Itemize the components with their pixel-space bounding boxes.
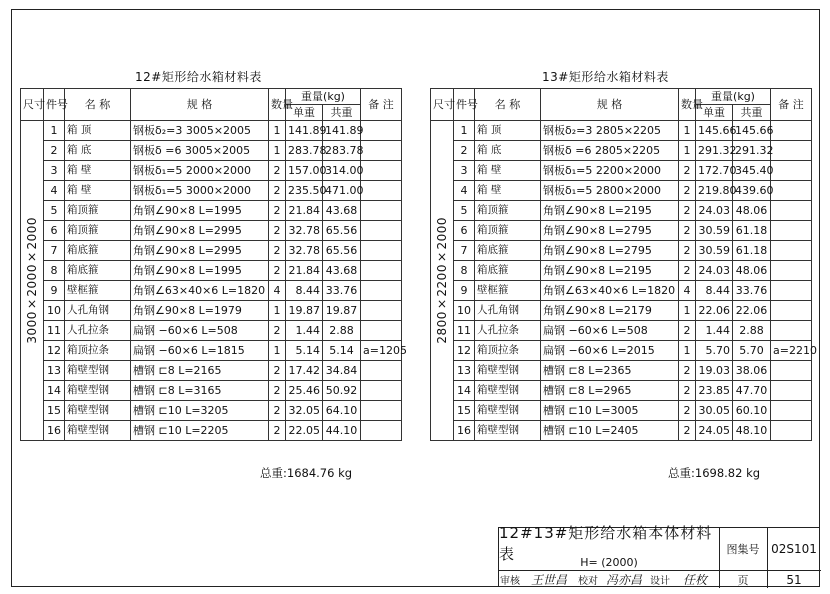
table-row [21, 221, 402, 241]
spec-cell: 角钢∠90×8 L=2795 [541, 221, 679, 241]
table-row [21, 321, 402, 341]
total-weight-cell: 33.76 [733, 281, 771, 301]
qty-cell: 2 [679, 161, 696, 181]
table-row [431, 341, 812, 361]
qty-cell: 2 [269, 261, 286, 281]
part-no-cell: 9 [454, 281, 475, 301]
spec-cell: 角钢∠90×8 L=2995 [131, 241, 269, 261]
table-row [21, 201, 402, 221]
note-cell [771, 381, 812, 401]
part-no-cell: 3 [44, 161, 65, 181]
unit-weight-cell: 22.06 [696, 301, 733, 321]
name-cell: 箱底箍 [475, 261, 541, 281]
qty-cell: 2 [269, 241, 286, 261]
check-label: 校对 [578, 576, 598, 587]
name-cell: 壁框箍 [475, 281, 541, 301]
header-name: 名 称 [65, 89, 131, 121]
note-cell [361, 261, 402, 281]
name-cell: 人孔角钢 [65, 301, 131, 321]
name-cell: 箱底箍 [65, 241, 131, 261]
left-total-weight: 总重:1684.76 kg [260, 466, 353, 480]
total-weight-cell: 34.84 [323, 361, 361, 381]
size-label-text: 2800×2200×2000 [435, 217, 449, 344]
size-label [21, 121, 44, 441]
unit-weight-cell: 291.32 [696, 141, 733, 161]
note-cell [361, 161, 402, 181]
note-cell [361, 401, 402, 421]
unit-weight-cell: 219.80 [696, 181, 733, 201]
title-block [498, 524, 820, 587]
name-cell: 箱 壁 [65, 161, 131, 181]
table-row [431, 201, 812, 221]
part-no-cell: 5 [454, 201, 475, 221]
unit-weight-cell: 19.87 [286, 301, 323, 321]
unit-weight-cell: 21.84 [286, 201, 323, 221]
header-note: 备 注 [361, 89, 402, 121]
note-cell [361, 381, 402, 401]
qty-cell: 2 [679, 261, 696, 281]
name-cell: 箱 底 [475, 141, 541, 161]
note-cell [771, 421, 812, 441]
qty-cell: 1 [269, 121, 286, 141]
table-row [431, 261, 812, 281]
table-row [431, 281, 812, 301]
qty-cell: 2 [269, 161, 286, 181]
spec-cell: 槽钢 ⊏8 L=2365 [541, 361, 679, 381]
qty-cell: 2 [269, 221, 286, 241]
right-total-weight: 总重:1698.82 kg [668, 466, 761, 480]
qty-cell: 2 [679, 201, 696, 221]
total-weight-cell: 471.00 [323, 181, 361, 201]
note-cell [771, 181, 812, 201]
right-table-title: 13#矩形给水箱材料表 [542, 70, 669, 84]
spec-cell: 角钢∠90×8 L=2195 [541, 201, 679, 221]
note-cell [361, 281, 402, 301]
unit-weight-cell: 32.78 [286, 241, 323, 261]
name-cell: 箱顶箍 [475, 221, 541, 241]
total-weight-cell: 47.70 [733, 381, 771, 401]
unit-weight-cell: 22.05 [286, 421, 323, 441]
qty-cell: 2 [679, 361, 696, 381]
name-cell: 箱 壁 [475, 181, 541, 201]
table-row [431, 381, 812, 401]
table-row [431, 181, 812, 201]
note-cell [361, 201, 402, 221]
name-cell: 箱底箍 [475, 241, 541, 261]
table-row [21, 121, 402, 141]
qty-cell: 2 [679, 241, 696, 261]
table-row [431, 161, 812, 181]
total-weight-cell: 48.06 [733, 201, 771, 221]
part-no-cell: 15 [454, 401, 475, 421]
review-signature: 王世昌 [530, 573, 567, 587]
spec-cell: 角钢∠90×8 L=2195 [541, 261, 679, 281]
header-weight: 重量(kg) [696, 89, 771, 105]
spec-cell: 槽钢 ⊏8 L=2165 [131, 361, 269, 381]
note-cell: a=2210 [771, 341, 812, 361]
qty-cell: 1 [269, 341, 286, 361]
atlas-label: 图集号 [726, 543, 760, 556]
part-no-cell: 3 [454, 161, 475, 181]
spec-cell: 角钢∠63×40×6 L=1820 [541, 281, 679, 301]
note-cell [771, 201, 812, 221]
total-weight-cell: 50.92 [323, 381, 361, 401]
part-no-cell: 7 [44, 241, 65, 261]
part-no-cell: 11 [44, 321, 65, 341]
total-weight-cell: 44.10 [323, 421, 361, 441]
qty-cell: 1 [679, 341, 696, 361]
spec-cell: 槽钢 ⊏10 L=3205 [131, 401, 269, 421]
name-cell: 箱顶箍 [65, 201, 131, 221]
note-cell [771, 121, 812, 141]
note-cell [771, 241, 812, 261]
qty-cell: 1 [269, 141, 286, 161]
unit-weight-cell: 8.44 [286, 281, 323, 301]
unit-weight-cell: 30.05 [696, 401, 733, 421]
unit-weight-cell: 23.85 [696, 381, 733, 401]
note-cell [771, 161, 812, 181]
qty-cell: 2 [679, 381, 696, 401]
part-no-cell: 16 [44, 421, 65, 441]
table-row [431, 241, 812, 261]
unit-weight-cell: 1.44 [286, 321, 323, 341]
qty-cell: 2 [269, 321, 286, 341]
part-no-cell: 16 [454, 421, 475, 441]
qty-cell: 2 [679, 181, 696, 201]
qty-cell: 2 [269, 361, 286, 381]
part-no-cell: 1 [454, 121, 475, 141]
table-row [21, 181, 402, 201]
header-weight: 重量(kg) [286, 89, 361, 105]
table-row [431, 141, 812, 161]
part-no-cell: 11 [454, 321, 475, 341]
header-size: 尺寸 [431, 89, 454, 121]
table-row [21, 281, 402, 301]
table-row [21, 341, 402, 361]
unit-weight-cell: 157.00 [286, 161, 323, 181]
spec-cell: 扁钢 −60×6 L=2015 [541, 341, 679, 361]
unit-weight-cell: 5.14 [286, 341, 323, 361]
note-cell [771, 361, 812, 381]
note-cell [771, 401, 812, 421]
total-weight-cell: 439.60 [733, 181, 771, 201]
note-cell [361, 181, 402, 201]
spec-cell: 角钢∠90×8 L=1995 [131, 201, 269, 221]
name-cell: 箱壁型钢 [65, 401, 131, 421]
note-cell [361, 241, 402, 261]
total-weight-cell: 64.10 [323, 401, 361, 421]
table-row [21, 361, 402, 381]
design-label: 设计 [650, 576, 670, 587]
spec-cell: 角钢∠90×8 L=1995 [131, 261, 269, 281]
qty-cell: 2 [269, 401, 286, 421]
part-no-cell: 2 [454, 141, 475, 161]
note-cell [361, 421, 402, 441]
total-weight-cell: 283.78 [323, 141, 361, 161]
total-weight-cell: 65.56 [323, 221, 361, 241]
design-signature: 任枚 [682, 573, 707, 587]
qty-cell: 2 [679, 321, 696, 341]
total-weight-cell: 60.10 [733, 401, 771, 421]
part-no-cell: 10 [44, 301, 65, 321]
unit-weight-cell: 25.46 [286, 381, 323, 401]
total-weight-cell: 314.00 [323, 161, 361, 181]
spec-cell: 槽钢 ⊏10 L=3005 [541, 401, 679, 421]
total-weight-cell: 65.56 [323, 241, 361, 261]
name-cell: 箱壁型钢 [475, 421, 541, 441]
unit-weight-cell: 5.70 [696, 341, 733, 361]
note-cell [361, 141, 402, 161]
size-label-text: 3000×2000×2000 [25, 217, 39, 344]
table-row [431, 301, 812, 321]
part-no-cell: 15 [44, 401, 65, 421]
name-cell: 箱 壁 [475, 161, 541, 181]
part-no-cell: 8 [44, 261, 65, 281]
unit-weight-cell: 24.05 [696, 421, 733, 441]
name-cell: 人孔拉条 [475, 321, 541, 341]
unit-weight-cell: 24.03 [696, 201, 733, 221]
table-row [21, 381, 402, 401]
name-cell: 箱顶拉条 [65, 341, 131, 361]
check-signature: 冯亦昌 [605, 573, 642, 587]
name-cell: 箱顶箍 [65, 221, 131, 241]
note-cell [361, 321, 402, 341]
qty-cell: 4 [269, 281, 286, 301]
name-cell: 箱顶箍 [475, 201, 541, 221]
qty-cell: 2 [269, 421, 286, 441]
part-no-cell: 4 [454, 181, 475, 201]
name-cell: 箱 顶 [475, 121, 541, 141]
left-material-table [20, 88, 407, 441]
part-no-cell: 6 [44, 221, 65, 241]
name-cell: 箱顶拉条 [475, 341, 541, 361]
header-part-no: 件号 [44, 89, 65, 121]
table-row [21, 161, 402, 181]
total-weight-cell: 5.70 [733, 341, 771, 361]
right-material-table [430, 88, 817, 441]
qty-cell: 1 [269, 301, 286, 321]
qty-cell: 2 [269, 201, 286, 221]
unit-weight-cell: 1.44 [696, 321, 733, 341]
header-name: 名 称 [475, 89, 541, 121]
total-weight-cell: 22.06 [733, 301, 771, 321]
spec-cell: 槽钢 ⊏8 L=2965 [541, 381, 679, 401]
total-weight-cell: 61.18 [733, 221, 771, 241]
spec-cell: 钢板δ =6 2805×2205 [541, 141, 679, 161]
table-row [21, 401, 402, 421]
spec-cell: 钢板δ₂=3 2805×2205 [541, 121, 679, 141]
qty-cell: 2 [679, 401, 696, 421]
name-cell: 箱 底 [65, 141, 131, 161]
header-part-no: 件号 [454, 89, 475, 121]
name-cell: 箱 顶 [65, 121, 131, 141]
spec-cell: 角钢∠90×8 L=1979 [131, 301, 269, 321]
qty-cell: 2 [269, 381, 286, 401]
unit-weight-cell: 141.89 [286, 121, 323, 141]
table-row [431, 401, 812, 421]
size-label [431, 121, 454, 441]
note-cell [361, 301, 402, 321]
total-weight-cell: 33.76 [323, 281, 361, 301]
part-no-cell: 13 [44, 361, 65, 381]
table-row [21, 421, 402, 441]
total-weight-cell: 19.87 [323, 301, 361, 321]
table-row [21, 301, 402, 321]
spec-cell: 扁钢 −60×6 L=1815 [131, 341, 269, 361]
unit-weight-cell: 24.03 [696, 261, 733, 281]
header-unit-weight: 单重 [286, 105, 323, 121]
note-cell [361, 221, 402, 241]
unit-weight-cell: 8.44 [696, 281, 733, 301]
part-no-cell: 10 [454, 301, 475, 321]
name-cell: 箱壁型钢 [65, 421, 131, 441]
header-qty: 数量 [679, 89, 696, 121]
spec-cell: 槽钢 ⊏8 L=3165 [131, 381, 269, 401]
header-note: 备 注 [771, 89, 812, 121]
table-row [431, 321, 812, 341]
spec-cell: 扁钢 −60×6 L=508 [131, 321, 269, 341]
total-weight-cell: 2.88 [323, 321, 361, 341]
unit-weight-cell: 19.03 [696, 361, 733, 381]
name-cell: 人孔角钢 [475, 301, 541, 321]
name-cell: 壁框箍 [65, 281, 131, 301]
total-weight-cell: 43.68 [323, 201, 361, 221]
part-no-cell: 12 [454, 341, 475, 361]
table-row [21, 241, 402, 261]
spec-cell: 角钢∠63×40×6 L=1820 [131, 281, 269, 301]
header-total-weight: 共重 [733, 105, 771, 121]
unit-weight-cell: 21.84 [286, 261, 323, 281]
name-cell: 人孔拉条 [65, 321, 131, 341]
part-no-cell: 14 [44, 381, 65, 401]
unit-weight-cell: 17.42 [286, 361, 323, 381]
part-no-cell: 13 [454, 361, 475, 381]
spec-cell: 扁钢 −60×6 L=508 [541, 321, 679, 341]
review-label: 审核 [500, 576, 520, 587]
header-spec: 规 格 [541, 89, 679, 121]
note-cell [771, 141, 812, 161]
note-cell [771, 261, 812, 281]
unit-weight-cell: 32.05 [286, 401, 323, 421]
part-no-cell: 1 [44, 121, 65, 141]
drawing-title: 12#13#矩形给水箱本体材料表 [499, 524, 713, 563]
qty-cell: 1 [679, 141, 696, 161]
name-cell: 箱壁型钢 [475, 401, 541, 421]
total-weight-cell: 48.06 [733, 261, 771, 281]
unit-weight-cell: 32.78 [286, 221, 323, 241]
unit-weight-cell: 283.78 [286, 141, 323, 161]
page-label: 页 [737, 573, 749, 587]
header-unit-weight: 单重 [696, 105, 733, 121]
qty-cell: 4 [679, 281, 696, 301]
total-weight-cell: 291.32 [733, 141, 771, 161]
qty-cell: 1 [679, 301, 696, 321]
qty-cell: 1 [679, 121, 696, 141]
spec-cell: 角钢∠90×8 L=2179 [541, 301, 679, 321]
table-row [431, 421, 812, 441]
name-cell: 箱壁型钢 [475, 381, 541, 401]
name-cell: 箱 壁 [65, 181, 131, 201]
total-weight-cell: 48.10 [733, 421, 771, 441]
header-size: 尺寸 [21, 89, 44, 121]
part-no-cell: 6 [454, 221, 475, 241]
spec-cell: 钢板δ₂=3 3005×2005 [131, 121, 269, 141]
name-cell: 箱壁型钢 [65, 361, 131, 381]
total-weight-cell: 5.14 [323, 341, 361, 361]
part-no-cell: 9 [44, 281, 65, 301]
spec-cell: 角钢∠90×8 L=2995 [131, 221, 269, 241]
total-weight-cell: 145.66 [733, 121, 771, 141]
name-cell: 箱壁型钢 [65, 381, 131, 401]
total-weight-cell: 38.06 [733, 361, 771, 381]
drawing-subtitle: H= (2000) [580, 555, 638, 569]
spec-cell: 钢板δ₁=5 3000×2000 [131, 181, 269, 201]
page-number: 51 [786, 572, 802, 587]
unit-weight-cell: 30.59 [696, 241, 733, 261]
total-weight-cell: 345.40 [733, 161, 771, 181]
qty-cell: 2 [269, 181, 286, 201]
header-spec: 规 格 [131, 89, 269, 121]
atlas-number: 02S101 [771, 542, 817, 556]
unit-weight-cell: 30.59 [696, 221, 733, 241]
part-no-cell: 5 [44, 201, 65, 221]
part-no-cell: 7 [454, 241, 475, 261]
header-total-weight: 共重 [323, 105, 361, 121]
table-row [431, 121, 812, 141]
table-row [21, 261, 402, 281]
part-no-cell: 2 [44, 141, 65, 161]
unit-weight-cell: 145.66 [696, 121, 733, 141]
part-no-cell: 12 [44, 341, 65, 361]
header-qty: 数量 [269, 89, 286, 121]
spec-cell: 钢板δ =6 3005×2005 [131, 141, 269, 161]
unit-weight-cell: 172.70 [696, 161, 733, 181]
note-cell [771, 281, 812, 301]
spec-cell: 钢板δ₁=5 2800×2000 [541, 181, 679, 201]
note-cell [361, 121, 402, 141]
unit-weight-cell: 235.50 [286, 181, 323, 201]
spec-cell: 钢板δ₁=5 2200×2000 [541, 161, 679, 181]
spec-cell: 槽钢 ⊏10 L=2205 [131, 421, 269, 441]
total-weight-cell: 2.88 [733, 321, 771, 341]
table-row [21, 141, 402, 161]
total-weight-cell: 61.18 [733, 241, 771, 261]
spec-cell: 槽钢 ⊏10 L=2405 [541, 421, 679, 441]
table-row [431, 221, 812, 241]
part-no-cell: 8 [454, 261, 475, 281]
part-no-cell: 4 [44, 181, 65, 201]
note-cell [771, 221, 812, 241]
qty-cell: 2 [679, 221, 696, 241]
spec-cell: 角钢∠90×8 L=2795 [541, 241, 679, 261]
qty-cell: 2 [679, 421, 696, 441]
spec-cell: 钢板δ₁=5 2000×2000 [131, 161, 269, 181]
note-cell [361, 361, 402, 381]
table-row [431, 361, 812, 381]
total-weight-cell: 141.89 [323, 121, 361, 141]
note-cell [771, 301, 812, 321]
note-cell: a=1205 [361, 341, 402, 361]
name-cell: 箱底箍 [65, 261, 131, 281]
note-cell [771, 321, 812, 341]
name-cell: 箱壁型钢 [475, 361, 541, 381]
part-no-cell: 14 [454, 381, 475, 401]
left-table-title: 12#矩形给水箱材料表 [135, 70, 262, 84]
total-weight-cell: 43.68 [323, 261, 361, 281]
